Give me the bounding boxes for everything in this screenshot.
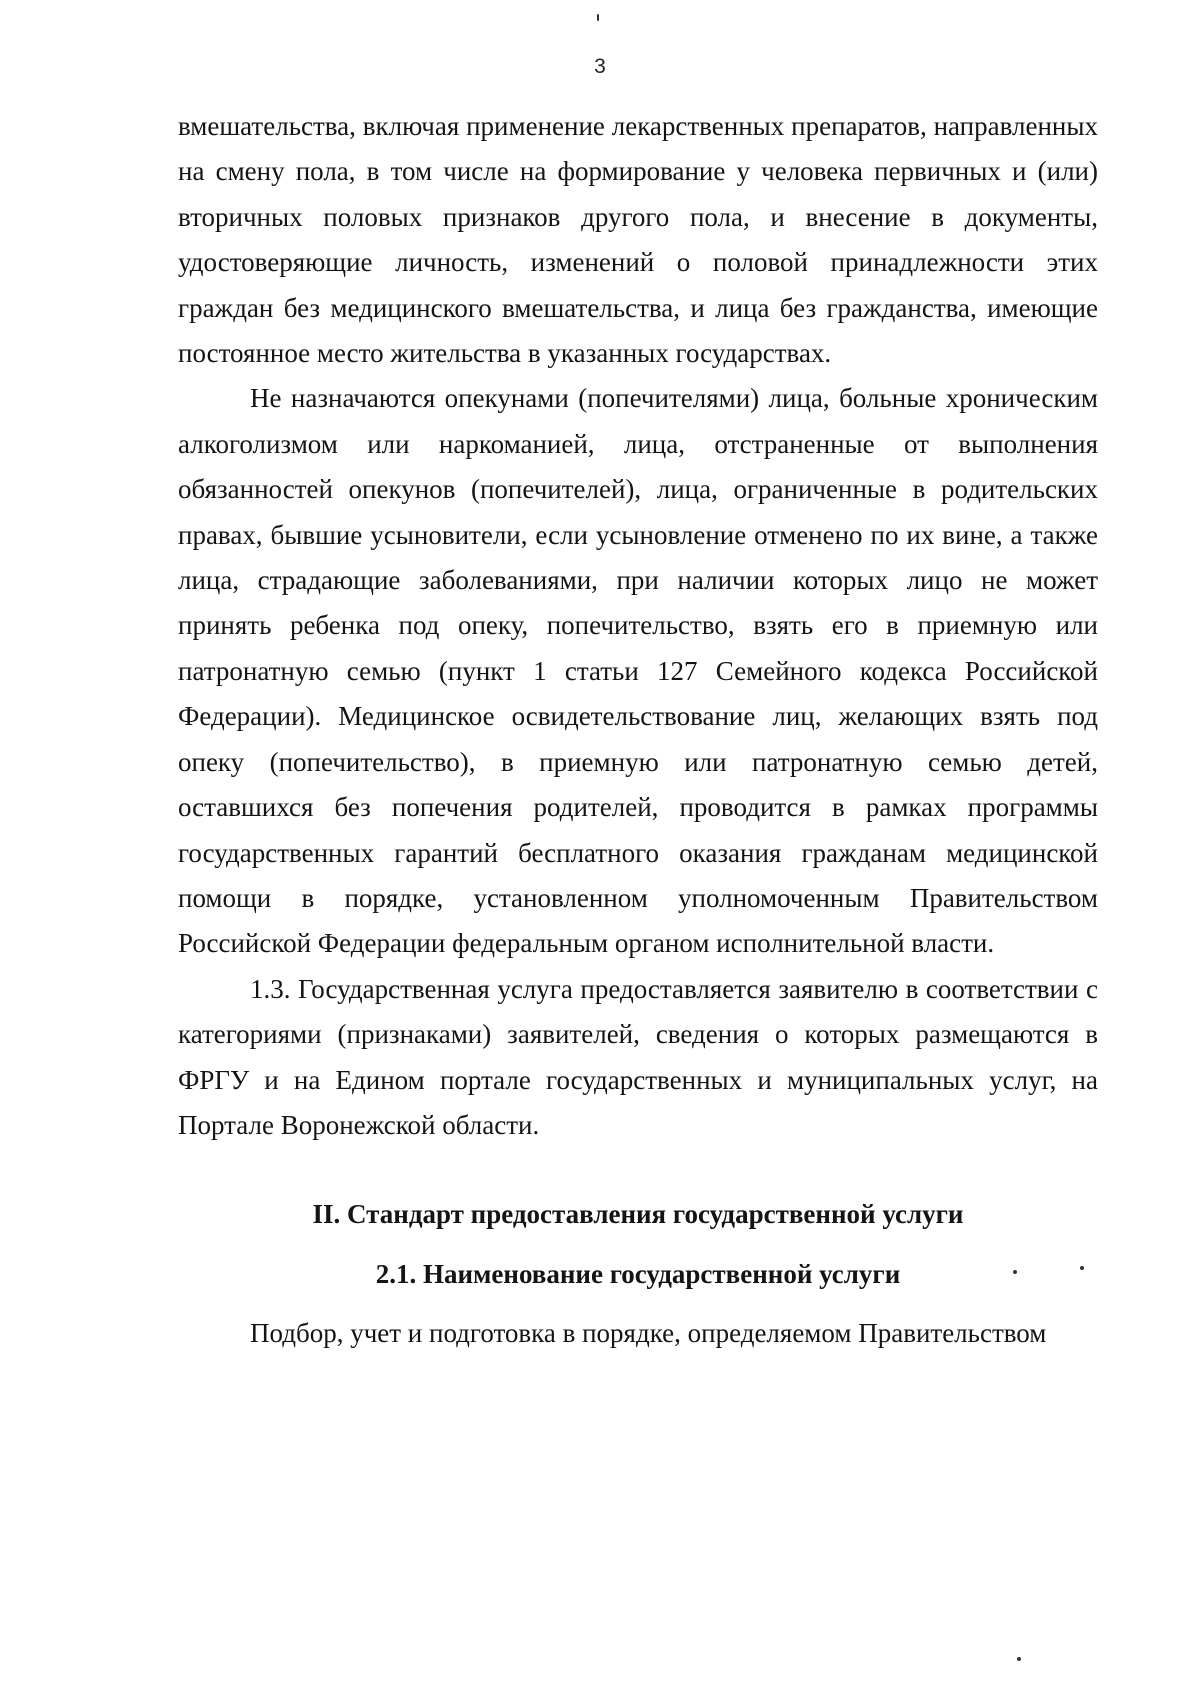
scan-speck bbox=[1017, 1657, 1021, 1661]
scan-speck bbox=[597, 14, 599, 21]
section-heading: II. Стандарт предоставления государственной услуги bbox=[312, 1199, 964, 1230]
document-body bbox=[178, 104, 1098, 1357]
paragraph-guardians: Не назначаются опекунами (попечителями) лица, больные хроническим алкоголизмом или наркоманией, лица, отстраненные от выполнения обязанностей опекунов (попечителей), лица, ограниченные в родительских правах, бывшие усыновители, если усыновление отменено по их вине, а также лица, страдающие заболеваниями, при наличии которых лицо не может принять ребенка под опеку, попечительство, взять его в приемную или патронатную семью (пункт 1 статьи 127 Семейного кодекса Российской Федерации). Медицинское освидетельствование лиц, желающих взять под опеку (попечительство), в приемную или патронатную семью детей, оставшихся без попечения родителей, проводится в рамках программы государственных гарантий бесплатного оказания гражданам медицинской помощи в порядке, установленном уполномоченным Правительством Российской Федерации федеральным органом исполнительной власти. bbox=[178, 383, 1098, 959]
scan-speck bbox=[1080, 1266, 1084, 1270]
page-number: 3 bbox=[594, 55, 606, 78]
paragraph-1-3: 1.3. Государственная услуга предоставляется заявителю в соответствии с категориями (признаками) заявителей, сведения о которых размещаются в ФРГУ и на Едином портале государственных и муниципальных услуг, на Портале Воронежской области. bbox=[178, 973, 1098, 1140]
scan-speck bbox=[1013, 1270, 1017, 1274]
paragraph-service-name: Подбор, учет и подготовка в порядке, определяемом Правительством bbox=[250, 1318, 1047, 1349]
paragraph-continuation: вмешательства, включая применение лекарственных препаратов, направленных на смену пола, в том числе на формирование у человека первичных и (или) вторичных половых признаков другого пола, и внесение в документы, удостоверяющие личность, изменений о половой принадлежности этих граждан без медицинского вмешательства, и лица без гражданства, имеющие постоянное место жительства в указанных государствах. bbox=[178, 111, 1098, 369]
subsection-heading: 2.1. Наименование государственной услуги bbox=[375, 1258, 901, 1289]
